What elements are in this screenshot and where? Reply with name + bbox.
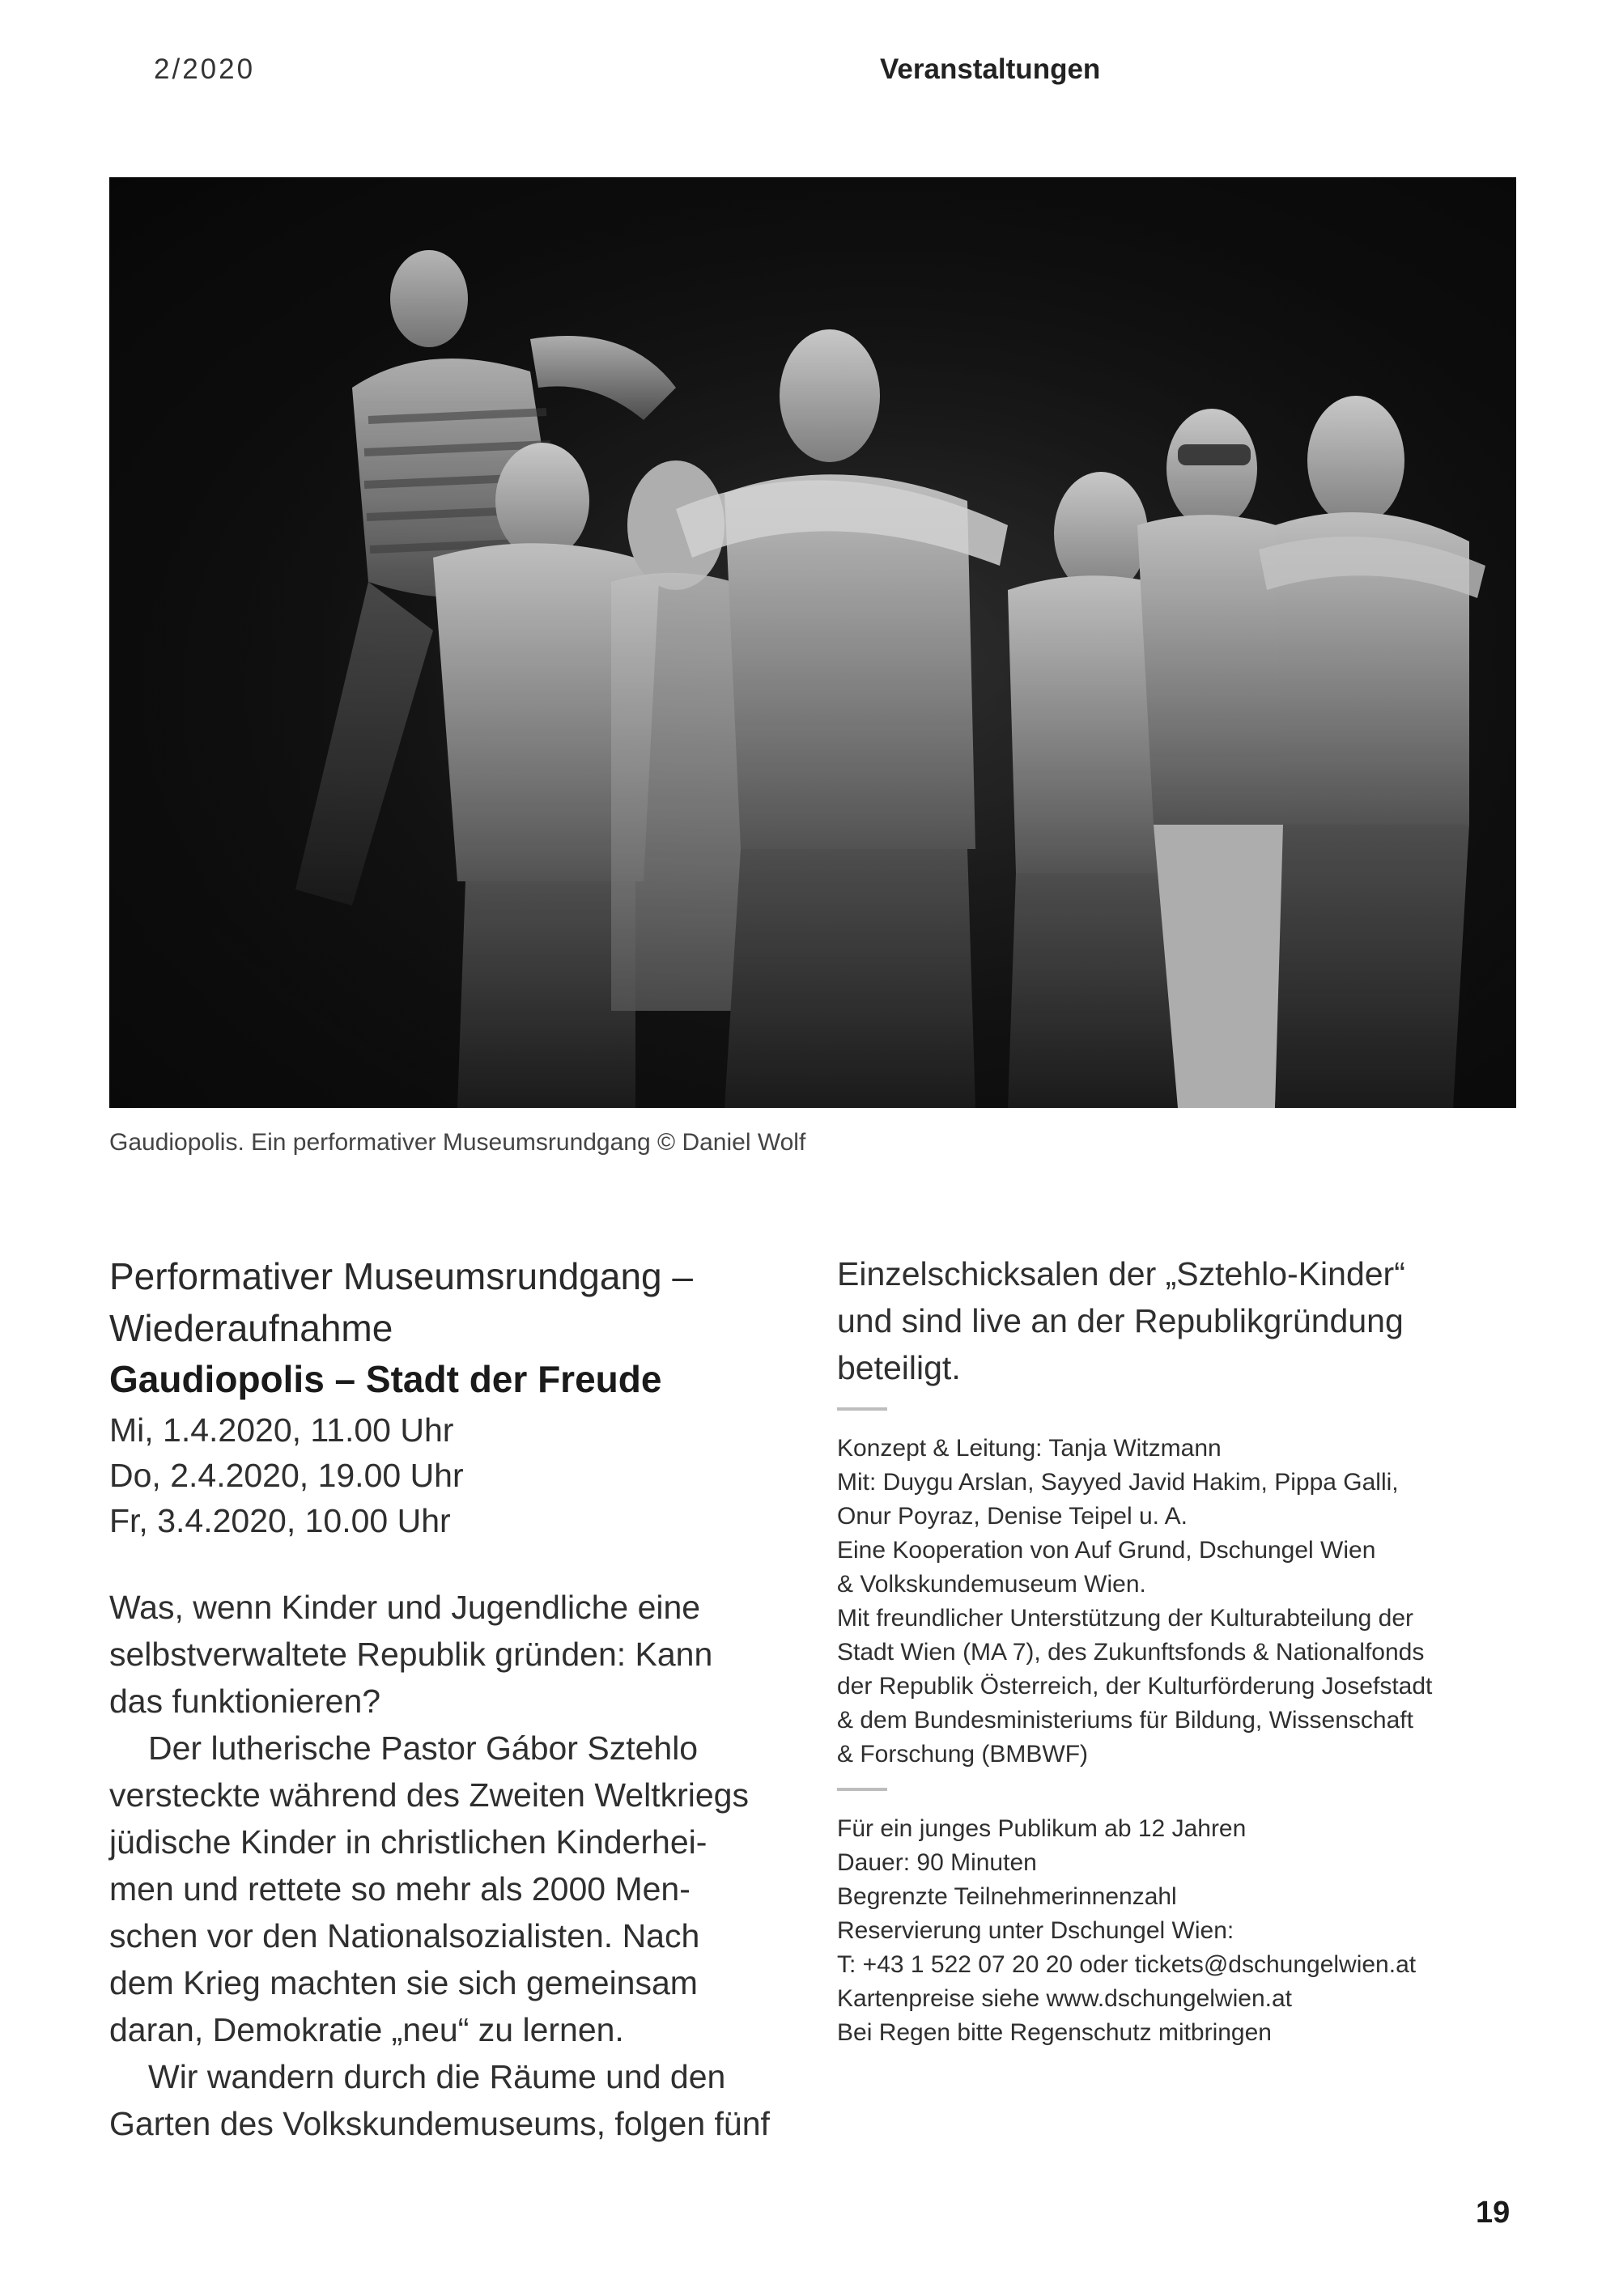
credits-line: & Forschung (BMBWF) (837, 1741, 1089, 1768)
text-line: Der lutherische Pastor Gábor Sztehlo (148, 1729, 699, 1767)
photo-caption: Gaudiopolis. Ein performativer Museumsrundgang © Daniel Wolf (109, 1129, 806, 1156)
text-line: Garten des Volkskundemuseums, folgen fünf (109, 2105, 770, 2142)
paragraph-tour (109, 2053, 805, 2147)
text-line: Einzelschicksalen der „Sztehlo-Kinder“ (837, 1255, 1405, 1292)
text-line: schen vor den Nationalsozialisten. Nach (109, 1917, 700, 1954)
credits-block (837, 1432, 1525, 1772)
info-line: Kartenpreise siehe www.dschungelwien.at (837, 1985, 1292, 2012)
info-line: Dauer: 90 Minuten (837, 1849, 1037, 1876)
article-title: Gaudiopolis – Stadt der Freude (109, 1358, 662, 1400)
issue-number: 2/2020 (154, 53, 256, 85)
credits-line: Mit freundlicher Unterstützung der Kulturabteilung der (837, 1605, 1414, 1632)
credits-line: & dem Bundesministeriums für Bildung, Wissenschaft (837, 1707, 1413, 1734)
info-line: Begrenzte Teilnehmerinnenzahl (837, 1883, 1177, 1910)
credits-line: Onur Poyraz, Denise Teipel u. A. (837, 1503, 1188, 1530)
credits-line: Konzept & Leitung: Tanja Witzmann (837, 1435, 1222, 1462)
text-line: Wir wandern durch die Räume und den (148, 2058, 726, 2095)
subtitle-line: Performativer Museumsrundgang – (109, 1255, 693, 1297)
credits-line: der Republik Österreich, der Kulturförderung Josefstadt (837, 1673, 1433, 1700)
text-line: daran, Demokratie „neu“ zu lernen. (109, 2011, 624, 2048)
section-title: Veranstaltungen (880, 53, 1101, 85)
credits-line: & Volkskundemuseum Wien. (837, 1571, 1146, 1598)
credits-line: Eine Kooperation von Auf Grund, Dschungel Wien (837, 1537, 1376, 1564)
info-block (837, 1812, 1525, 2050)
photo-illustration (109, 177, 1516, 1108)
text-line: selbstverwaltete Republik gründen: Kann (109, 1636, 713, 1673)
text-line: versteckte während des Zweiten Weltkriegs (109, 1776, 749, 1814)
article-left-column (109, 1250, 805, 2147)
text-line: das funktionieren? (109, 1683, 381, 1720)
paragraph-intro (109, 1584, 805, 1725)
performance-photo (109, 177, 1516, 1108)
paragraph-tour-continued (837, 1250, 1525, 1391)
text-line: und sind live an der Republikgründung (837, 1302, 1404, 1339)
divider (837, 1407, 887, 1411)
info-line: Reservierung unter Dschungel Wien: (837, 1917, 1234, 1944)
paragraph-history (109, 1725, 805, 2053)
info-line: Für ein junges Publikum ab 12 Jahren (837, 1815, 1247, 1842)
info-line: Bei Regen bitte Regenschutz mitbringen (837, 2019, 1272, 2046)
event-date: Mi, 1.4.2020, 11.00 Uhr (109, 1411, 454, 1449)
text-line: dem Krieg machten sie sich gemeinsam (109, 1964, 698, 2001)
event-date: Do, 2.4.2020, 19.00 Uhr (109, 1457, 464, 1494)
credits-line: Mit: Duygu Arslan, Sayyed Javid Hakim, Pippa Galli, (837, 1469, 1399, 1496)
event-date: Fr, 3.4.2020, 10.00 Uhr (109, 1502, 451, 1539)
text-line: Was, wenn Kinder und Jugendliche eine (109, 1589, 701, 1626)
info-line: T: +43 1 522 07 20 20 oder tickets@dschungelwien.at (837, 1951, 1417, 1978)
divider (837, 1788, 887, 1791)
event-dates (109, 1407, 805, 1543)
text-line: beteiligt. (837, 1349, 961, 1386)
text-line: men und rettete so mehr als 2000 Men- (109, 1870, 691, 1908)
page-number: 19 (1476, 2196, 1511, 2230)
subtitle-line: Wiederaufnahme (109, 1307, 393, 1349)
credits-line: Stadt Wien (MA 7), des Zukunftsfonds & Nationalfonds (837, 1639, 1425, 1666)
article-subtitle (109, 1250, 805, 1354)
text-line: jüdische Kinder in christlichen Kinderhei- (109, 1823, 708, 1861)
article-right-column (837, 1250, 1525, 2050)
